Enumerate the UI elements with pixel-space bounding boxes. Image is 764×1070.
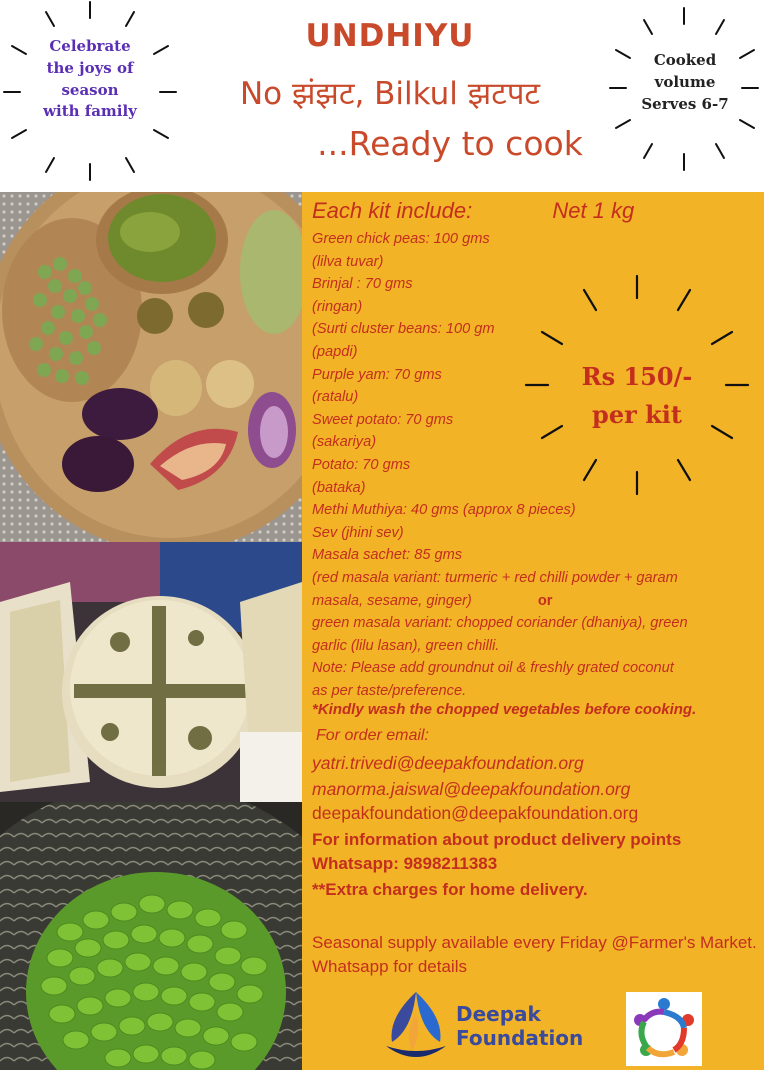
list-item: Methi Muthiya: 40 gms (approx 8 pieces) [312, 502, 576, 519]
order-email-label: For order email: [316, 727, 429, 744]
seasonal-supply-note: Seasonal supply available every Friday @Farmer's Market. Whatsapp for details [312, 933, 757, 976]
email-link[interactable]: yatri.trivedi@deepakfoundation.org [312, 753, 584, 773]
list-item: as per taste/preference. [312, 682, 467, 699]
list-item: (red masala variant: turmeric + red chilli powder + garam [312, 569, 678, 586]
partner-logo-icon [626, 992, 702, 1066]
list-item: Masala sachet: 85 gms [312, 547, 463, 564]
serves-line: Serves 6-7 [641, 94, 729, 113]
tagline: No झंझट, Bilkul झटपट [239, 76, 541, 112]
email-link[interactable]: deepakfoundation@deepakfoundation.org [312, 803, 639, 823]
list-item: Brinjal : 70 gms [312, 276, 413, 293]
price-sunburst [520, 270, 754, 500]
logo-text [456, 1002, 583, 1050]
vegetable-platter-photo [0, 192, 302, 542]
logo-line: Foundation [456, 1026, 584, 1050]
celebrate-text [20, 36, 160, 123]
list-item: (bataka) [312, 479, 366, 496]
list-item: Note: Please add groundnut oil & freshly grated coconut [312, 660, 674, 677]
celebrate-line: season [61, 80, 119, 99]
list-item: Potato: 70 gms [312, 456, 411, 473]
serves-line: volume [654, 72, 716, 91]
price-unit: per kit [592, 400, 682, 429]
serves-line: Cooked [653, 51, 717, 69]
list-item: (lilva tuvar) [312, 253, 384, 270]
list-item: Sweet potato: 70 gms [312, 411, 454, 428]
list-item: Sev (jhini sev) [312, 524, 404, 541]
serves-text [620, 50, 750, 115]
left-sunburst [0, 0, 180, 192]
partner-logo [626, 992, 702, 1066]
list-item: (ringan) [312, 298, 363, 315]
celebrate-line: Celebrate [49, 37, 131, 55]
wash-note: *Kindly wash the chopped vegetables before cooking. [312, 701, 697, 718]
ready-to-cook: ...Ready to cook [317, 124, 583, 163]
kit-info-panel [302, 192, 764, 1070]
price-label [567, 358, 707, 434]
price-value: Rs 150/- [581, 362, 693, 391]
list-item: (ratalu) [312, 389, 359, 406]
deepak-foundation-logo-icon [382, 990, 452, 1062]
deepak-foundation-logo [382, 990, 602, 1062]
page-title: UNDHIYU [305, 18, 475, 54]
extra-charges-note: **Extra charges for home delivery. [312, 880, 588, 899]
celebrate-line: with family [43, 102, 137, 121]
list-item: (sakariya) [312, 434, 377, 451]
red-masala-line-end: masala, sesame, ginger) [312, 592, 472, 609]
or-label: or [537, 592, 553, 609]
right-sunburst [606, 0, 764, 180]
logo-line: Deepak [456, 1002, 541, 1026]
list-item: (Surti cluster beans: 100 gm [312, 321, 495, 338]
list-item: Green chick peas: 100 gms [312, 231, 490, 247]
list-item: garlic (lilu lasan), green chilli. [312, 637, 500, 654]
kit-heading [312, 198, 752, 224]
list-item [312, 590, 758, 613]
green-beans-photo [0, 802, 302, 1070]
net-weight: Net 1 kg [552, 198, 635, 223]
header [0, 0, 764, 192]
masala-vegetables-photo [0, 542, 302, 802]
delivery-info: For information about product delivery points Whatsapp: 9898211383 [312, 830, 682, 873]
email-link[interactable]: manorma.jaiswal@deepakfoundation.org [312, 779, 631, 799]
list-item: (papdi) [312, 343, 358, 360]
list-item: green masala variant: chopped coriander (dhaniya), green [312, 615, 688, 632]
celebrate-line: the joys of [46, 58, 134, 77]
list-item: Purple yam: 70 gms [312, 366, 442, 383]
kit-include-label: Each kit include: [312, 198, 473, 223]
